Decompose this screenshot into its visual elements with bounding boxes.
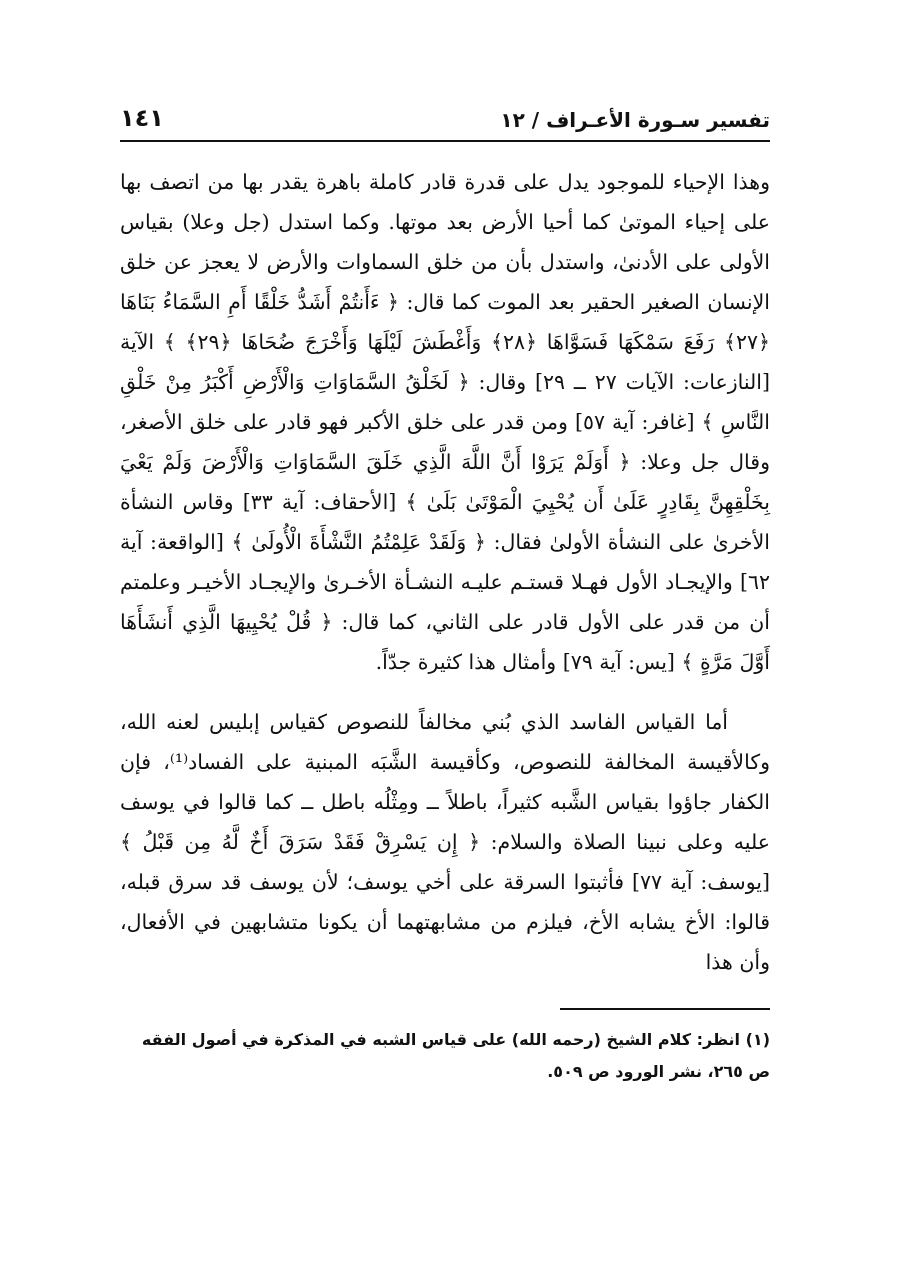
page-number: ١٤١ [120,104,164,132]
running-header [120,100,770,142]
running-header-title: تفسير سـورة الأعـراف / ١٢ [500,108,770,132]
book-page [120,100,770,1200]
main-text [120,162,770,982]
footnote-separator-wrap [120,982,770,1010]
footnote-separator [560,1008,770,1010]
paragraph-2: أما القياس الفاسد الذي بُني مخالفاً للنصوص كقياس إبليس لعنه الله، وكالأقيسة المخالفة للنصوص، وكأقيسة الشَّبَه المبنية على الفساد⁽¹⁾، فإن الكفار جاؤوا بقياس الشَّبه كثيراً، باطلاً ــ ومِثْلُه باطل ــ كما قالوا في يوسف عليه وعلى نبينا الصلاة والسلام: ﴿ إِن يَسْرِقْ فَقَدْ سَرَقَ أَخٌ لَّهُ مِن قَبْلُ ﴾ [يوسف: آية ٧٧] فأثبتوا السرقة على أخي يوسف؛ لأن يوسف قد سرق قبله، قالوا: الأخ يشابه الأخ، فيلزم من مشابهتهما أن يكونا متشابهين في الأفعال، وأن هذا [120,710,770,974]
footnote: (١) انظر: كلام الشيخ (رحمه الله) على قياس الشبه في المذكرة في أصول الفقه ص ٢٦٥، نشر الورود ص ٥٠٩. [141,1030,770,1081]
paragraph-1: وهذا الإحياء للموجود يدل على قدرة قادر كاملة باهرة يقدر بها من اتصف بها على إحياء الموتىٰ كما أحيا الأرض بعد موتها. وكما استدل (جل وعلا) بقياس الأولى على الأدنىٰ، واستدل بأن من خلق السماوات والأرض لا يعجز عن خلق الإنسان الصغير الحقير بعد الموت كما قال: ﴿ ءَأَنتُمْ أَشَدُّ خَلْقًا أَمِ السَّمَاءُ بَنَاهَا ﴿٢٧﴾ رَفَعَ سَمْكَهَا فَسَوَّاهَا ﴿٢٨﴾ وَأَغْطَشَ لَيْلَهَا وَأَخْرَجَ ضُحَاهَا ﴿٢٩﴾ ﴾ الآية [النازعات: الآيات ٢٧ ــ ٢٩] وقال: ﴿ لَخَلْقُ السَّمَاوَاتِ وَالْأَرْضِ أَكْبَرُ مِنْ خَلْقِ النَّاسِ ﴾ [غافر: آية ٥٧] ومن قدر على خلق الأكبر فهو قادر على خلق الأصغر، وقال جل وعلا: ﴿ أَوَلَمْ يَرَوْا أَنَّ اللَّهَ الَّذِي خَلَقَ السَّمَاوَاتِ وَالْأَرْضَ وَلَمْ يَعْيَ بِخَلْقِهِنَّ بِقَادِرٍ عَلَىٰ أَن يُحْيِيَ الْمَوْتَىٰ بَلَىٰ ﴾ [الأحقاف: آية ٣٣] وقاس النشأة الأخرىٰ على النشأة الأولىٰ فقال: ﴿ وَلَقَدْ عَلِمْتُمُ النَّشْأَةَ الْأُولَىٰ ﴾ [الواقعة: آية ٦٢] والإيجـاد الأول فهـلا قستـم عليـه النشـأة الأخـرىٰ والإيجـاد الأخيـر وعلمتم أن من قدر على الأول قادر على الثاني، كما قال: ﴿ قُلْ يُحْيِيهَا الَّذِي أَنشَأَهَا أَوَّلَ مَرَّةٍ ﴾ [يس: آية ٧٩] وأمثال هذا كثيرة جدّاً. [120,170,770,674]
